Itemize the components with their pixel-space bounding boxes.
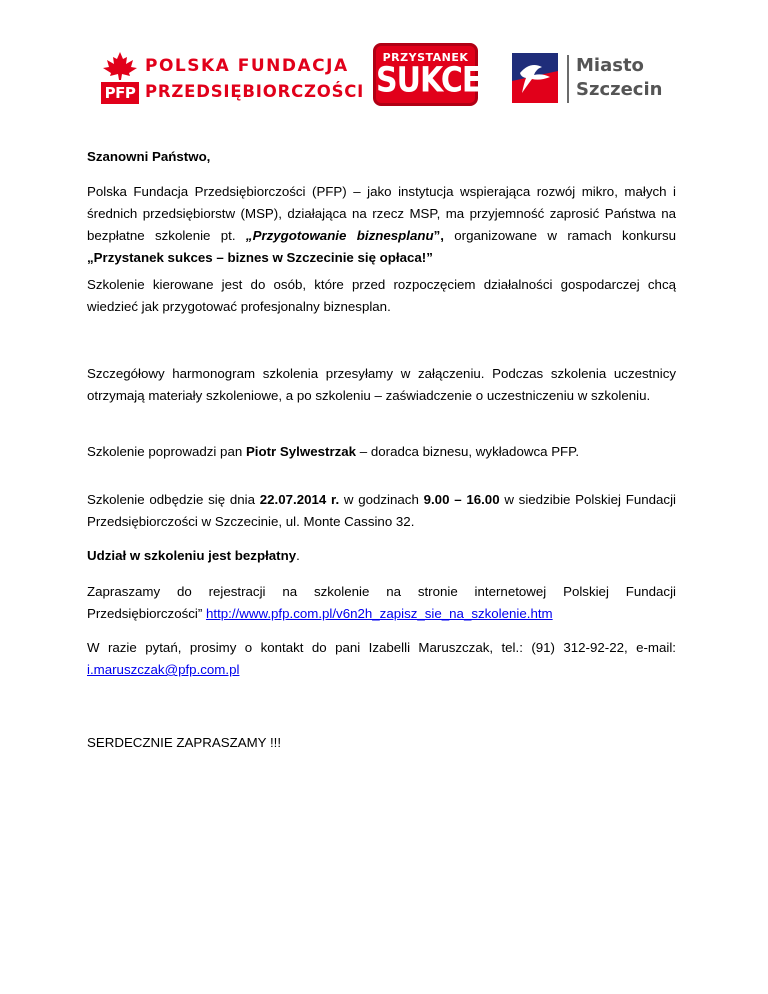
greeting: Szanowni Państwo, — [87, 149, 211, 164]
logo-header — [0, 38, 768, 118]
szczecin-emblem-icon — [512, 53, 558, 103]
pfp-logo — [101, 52, 365, 106]
contest-name: „Przystanek sukces – biznes w Szczecinie się opłaca!” — [87, 250, 433, 265]
training-date: 22.07.2014 r. — [259, 492, 340, 507]
pfp-mark — [101, 52, 139, 106]
trainer-name: Piotr Sylwestrzak — [245, 444, 357, 459]
paragraph-audience: Szkolenie kierowane jest do osób, które przed rozpoczęciem działalności gospodarczej chcą wiedzieć jak przygotować profesjonalny biznesplan. — [87, 277, 676, 314]
paragraph-invitation: Polska Fundacja Przedsiębiorczości (PFP) – jako instytucja wspierająca rozwój mikro, małych i średnich przedsiębiorstw (MSP), działająca na rzecz MSP, ma przyjemność zaprosić Państwa na bezpłatne szkolenie pt. „Przygotowanie biznesplanu”, organizowane w ramach konkursu „Przystanek sukces – biznes w Szczecinie się opłaca!” — [87, 184, 677, 265]
registration-link[interactable]: http://www.pfp.com.pl/v6n2h_zapisz_sie_na_szkolenie.htm — [205, 606, 553, 621]
paragraph-schedule: Szczegółowy harmonogram szkolenia przesyłamy w załączeniu. Podczas szkolenia uczestnicy otrzymają materiały szkoleniowe, a po szkoleniu – zaświadczenie o uczestniczeniu w szkoleniu. — [87, 366, 676, 403]
training-title: „Przygotowanie biznesplanu — [245, 228, 434, 243]
paragraph-trainer: Szkolenie poprowadzi pan Piotr Sylwestrzak – doradca biznesu, wykładowca PFP. — [87, 444, 580, 459]
logo-divider — [567, 55, 569, 103]
sukces-logo-main: SUKCES — [376, 60, 502, 101]
paragraph-registration: Zapraszamy do rejestracji na szkolenie na stronie internetowej Polskiej Fundacji Przedsiębiorczości” http://www.pfp.com.pl/v6n2h_zapisz_sie_na_szkolenie.htm — [87, 584, 676, 621]
closing-line: SERDECZNIE ZAPRASZAMY !!! — [87, 735, 282, 750]
miasto-szczecin-logo — [512, 53, 682, 109]
pfp-abbr: PFP — [101, 82, 139, 104]
pfp-name-line2: PRZEDSIĘBIORCZOŚCI — [145, 82, 365, 101]
paragraph-date-place: Szkolenie odbędzie się dnia 22.07.2014 r. w godzinach 9.00 – 16.00 w siedzibie Polskiej Fundacji Przedsiębiorczości w Szczecinie, ul. Monte Cassino 32. — [87, 492, 676, 529]
contact-email-link[interactable]: i.maruszczak@pfp.com.pl — [87, 662, 240, 677]
przystanek-sukces-logo — [373, 43, 502, 106]
paragraph-free: Udział w szkoleniu jest bezpłatny. — [87, 548, 300, 563]
pfp-name-line1: POLSKA FUNDACJA — [145, 56, 349, 76]
sukces-logo-top: PRZYSTANEK — [382, 51, 469, 64]
training-hours: 9.00 – 16.00 — [423, 492, 500, 507]
szczecin-logo-word2: Szczecin — [576, 79, 663, 100]
maple-leaf-icon — [103, 52, 137, 80]
paragraph-contact: W razie pytań, prosimy o kontakt do pani Izabelli Maruszczak, tel.: (91) 312-92-22, e-mail: i.maruszczak@pfp.com.pl — [87, 640, 676, 677]
szczecin-logo-word1: Miasto — [576, 55, 644, 76]
